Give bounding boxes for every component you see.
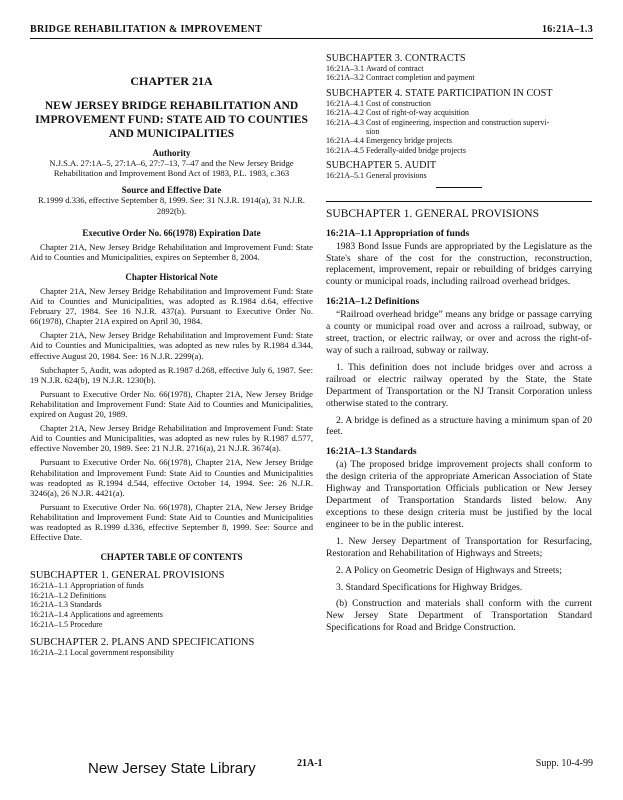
toc-item[interactable]: 16:21A–3.2 Contract completion and payment [326, 73, 475, 83]
section-heading: 16:21A–1.3 Standards [326, 446, 417, 458]
toc-item[interactable]: 16:21A–4.3 Cost of engineering, inspection and construction supervi- [326, 117, 550, 127]
chapter-number: CHAPTER 21A [130, 74, 213, 88]
toc-item[interactable]: 16:21A–1.4 Applications and agreements [30, 609, 163, 619]
toc-item-continuation: sion [366, 127, 380, 137]
toc-item[interactable]: 16:21A–3.1 Award of contract [326, 64, 424, 73]
toc-item[interactable]: 16:21A–1.1 Appropriation of funds [30, 581, 144, 591]
right-column [326, 48, 592, 634]
section-paragraph: 1983 Bond Issue Funds are appropriated by the Legislature as the State's share of the cost for the construction, reconstruction, replacement, improvement, repair or rebuilding of bridges carrying county or municipal roads, including railroad overhead bridges. [326, 240, 592, 288]
toc-item[interactable]: 16:21A–4.2 Cost of right-of-way acquisition [326, 108, 469, 118]
authority-heading: Authority [152, 148, 191, 158]
historical-note-heading: Chapter Historical Note [125, 272, 218, 282]
section-heading: 16:21A–1.2 Definitions [326, 296, 420, 308]
page-number: 21A-1 [297, 758, 323, 769]
historical-note-paragraph: Chapter 21A, New Jersey Bridge Rehabilitation and Improvement Fund: State Aid to Counties and Municipalities, was adopted as R.1984 d.64, effective February 27, 1984. See 16 N.J.R. 437(a). Pursuant to Executive Order No. 66(1978), Chapter 21A expired on April 30, 1984. [30, 286, 313, 327]
library-stamp: New Jersey State Library [88, 760, 256, 777]
toc-item[interactable]: 16:21A–4.1 Cost of construction [326, 98, 431, 108]
historical-note-paragraph: Pursuant to Executive Order No. 66(1978), Chapter 21A, New Jersey Bridge Rehabilitation and Improvement Fund: State Aid to Counties and Municipalities was readopted as R.1994 d.544, effective October 14, 1994. See: 26 N.J.R. 3246(a), 26 N.J.R. 4421(a). [30, 457, 313, 498]
section-paragraph: 3. Standard Specifications for Highway Bridges. [336, 581, 523, 593]
toc-subchapter-4: SUBCHAPTER 4. STATE PARTICIPATION IN COST [326, 87, 553, 99]
historical-note-paragraph: Pursuant to Executive Order No. 66(1978), Chapter 21A, New Jersey Bridge Rehabilitation and Improvement Fund: State Aid to Counties and Municipalities, expired on August 20, 1989. [30, 388, 313, 420]
supplement-date: Supp. 10-4-99 [535, 758, 593, 769]
toc-subchapter-3: SUBCHAPTER 3. CONTRACTS [326, 53, 466, 64]
historical-note-paragraph: Chapter 21A, New Jersey Bridge Rehabilitation and Improvement Fund: State Aid to Counties and Municipalities, was adopted as new rules by R.1987 d.577, effective November 20, 1989. See: 21 N.J.R. 2716(a), 21 N.J.R. 3674(a). [30, 423, 313, 454]
toc-item[interactable]: 16:21A–5.1 General provisions [326, 171, 427, 181]
toc-list [326, 171, 592, 180]
toc-item[interactable]: 16:21A–4.5 Federally-aided bridge projects [326, 145, 466, 155]
left-column [30, 48, 313, 658]
historical-note-paragraph: Subchapter 5, Audit, was adopted as R.1987 d.268, effective July 6, 1987. See: 19 N.J.R. 624(b), 19 N.J.R. 1230(b). [30, 364, 313, 385]
subchapter-1-heading: SUBCHAPTER 1. GENERAL PROVISIONS [326, 207, 539, 220]
historical-note-paragraph: Chapter 21A, New Jersey Bridge Rehabilitation and Improvement Fund: State Aid to Counties and Municipalities, was adopted as new rules by R.1984 d.344, effective August 20, 1984. See: 16 N.J.R. 2299(a). [30, 330, 313, 361]
toc-item[interactable]: 16:21A–1.3 Standards [30, 600, 102, 610]
source-heading: Source and Effective Date [121, 185, 222, 196]
section-paragraph: 1. This definition does not include bridges over and across a railroad or electric railway operated by the State, the State Department of Transportation or the NJ Transit Corporation unless otherwise stated to the contrary. [326, 361, 592, 409]
toc-list [326, 64, 592, 83]
toc-subchapter-2: SUBCHAPTER 2. PLANS AND SPECIFICATIONS [30, 637, 255, 649]
toc-item[interactable]: 16:21A–2.1 Local government responsibility [30, 648, 174, 658]
section-paragraph: 1. New Jersey Department of Transportation for Resurfacing, Restoration and Rehabilitation of Highways and Streets; [326, 535, 592, 559]
section-paragraph: 2. A bridge is defined as a structure having a minimum span of 20 feet. [326, 414, 592, 438]
header-section: 16:21A–1.3 [541, 24, 593, 35]
exec-order-text: Chapter 21A, New Jersey Bridge Rehabilitation and Improvement Fund: State Aid to Counties and Municipalities, expires on September 8, 2004. [30, 241, 313, 262]
divider [326, 201, 592, 202]
toc-list [30, 648, 313, 658]
section-paragraph: (a) The proposed bridge improvement projects shall conform to the design criteria of the appropriate American Association of State Highway and Transportation Officials publication or New Jersey Department of Transportation Standards listed below. Any exceptions to these design criteria must be justified by the local engineer to be in the public interest. [326, 459, 592, 530]
toc-list [326, 99, 592, 155]
toc-item[interactable]: 16:21A–4.4 Emergency bridge projects [326, 136, 453, 146]
authority-text: N.J.S.A. 27:1A–5, 27:1A–6, 27:7–13, 7–47 and the New Jersey Bridge Rehabilitation and Improvement Bond Act of 1983, P.L. 1983, c.363 [49, 158, 294, 179]
running-header [30, 18, 593, 39]
section-paragraph: (b) Construction and materials shall conform with the current New Jersey State Department of Transportation Standard Specifications for Road and Bridge Construction. [326, 598, 592, 634]
toc-heading: CHAPTER TABLE OF CONTENTS [100, 552, 243, 563]
toc-subchapter-1: SUBCHAPTER 1. GENERAL PROVISIONS [30, 570, 225, 582]
section-paragraph: “Railroad overhead bridge” means any bridge or passage carrying a county or municipal road over and across a railroad, subway, or street, traction, or electric railway, or over and across the right-of-way of such a railroad, subway or railway. [326, 309, 592, 356]
section-heading: 16:21A–1.1 Appropriation of funds [326, 227, 470, 239]
section-paragraph: 2. A Policy on Geometric Design of Highways and Streets; [336, 564, 562, 576]
historical-note-paragraph: Pursuant to Executive Order No. 66(1978), Chapter 21A, New Jersey Bridge Rehabilitation and Improvement Fund: State Aid to Counties and Municipalities was readopted as R.1999 d.336, effective September 8, 1999. See: Source and Effective Date. [30, 501, 313, 543]
toc-item[interactable]: 16:21A–1.2 Definitions [30, 590, 106, 600]
toc-subchapter-5: SUBCHAPTER 5. AUDIT [326, 160, 437, 172]
toc-list [30, 581, 313, 629]
header-title: BRIDGE REHABILITATION & IMPROVEMENT [30, 24, 263, 35]
chapter-title: NEW JERSEY BRIDGE REHABILITATION AND IMPROVEMENT FUND: STATE AID TO COUNTIES AND MUNICIPALITIES [35, 100, 308, 140]
toc-item[interactable]: 16:21A–1.5 Procedure [30, 619, 103, 629]
exec-order-heading: Executive Order No. 66(1978) Expiration Date [82, 227, 261, 238]
divider [436, 187, 482, 188]
source-text: R.1999 d.336, effective September 8, 1999. See: 31 N.J.R. 1914(a), 31 N.J.R. 2892(b). [38, 195, 305, 216]
